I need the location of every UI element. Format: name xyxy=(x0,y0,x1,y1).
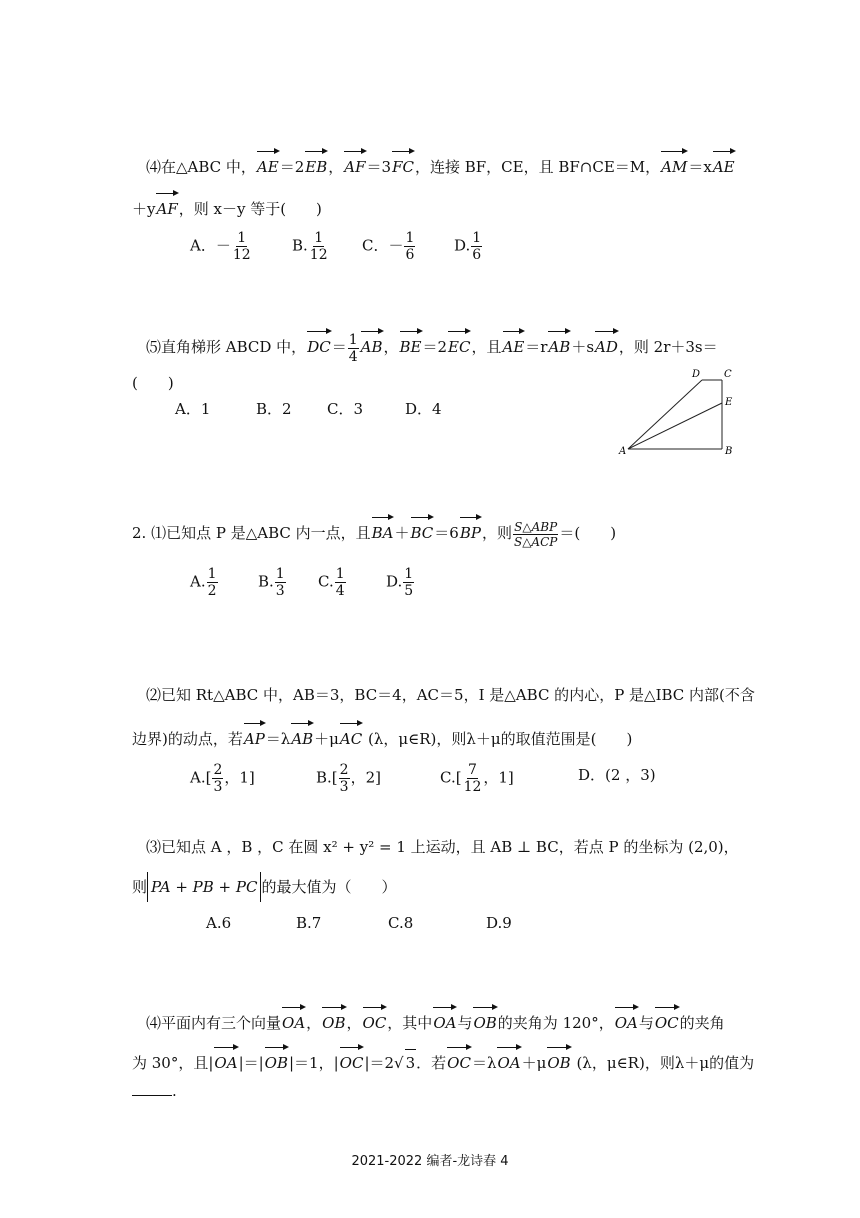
fraction: $\frac{1}{12}$ xyxy=(232,230,251,263)
trapezoid-figure xyxy=(614,362,744,462)
vector-oc: OC xyxy=(340,1044,364,1076)
q1-4-option-a: A．－ $\frac{1}{12}$ xyxy=(190,230,251,263)
vector-oc: OC xyxy=(655,1004,679,1036)
vector-ae: AE xyxy=(503,328,525,360)
q2-2-line1: ⑵已知 Rt△ABC 中，AB＝3，BC＝4，AC＝5，I 是△ABC 的内心，P 是△IBC 内部(不含 xyxy=(146,686,755,704)
q1-4-line2: ＋yAF，则 x－y 等于( ) xyxy=(132,190,322,222)
vector-ob: OB xyxy=(322,1004,345,1036)
vector-ob: OB xyxy=(473,1004,496,1036)
q1-5-option-b: B．2 xyxy=(256,400,292,418)
vector-ap: AP xyxy=(244,720,265,752)
label-c: C xyxy=(724,369,732,380)
fraction: $\frac{1}{4}$ xyxy=(335,566,345,599)
q1-4-option-d: D. $\frac{1}{6}$ xyxy=(454,230,482,263)
abs-sum: PA + PB + PC xyxy=(147,872,261,902)
q1-5-option-d: D．4 xyxy=(405,400,442,418)
vector-oa: OA xyxy=(214,1044,237,1076)
vector-bc: BC xyxy=(411,514,434,546)
vector-af: AF xyxy=(156,190,177,222)
q2-3-line2: 则 PA + PB + PC 的最大值为（ ） xyxy=(132,872,396,902)
vector-oc: OC xyxy=(447,1044,471,1076)
fraction: $\frac{1}{6}$ xyxy=(472,230,482,263)
q2-4-line2: 为 30°，且|OA|＝|OB|＝1，|OC|＝2√ 3．若OC＝λOA＋μOB (λ，μ∈R)，则λ＋μ的值为 xyxy=(132,1044,754,1076)
vector-af: AF xyxy=(344,148,365,180)
q1-4-line1: ⑷在△ABC 中，AE＝2EB，AF＝3FC，连接 BF，CE，且 BF∩CE＝M，AM＝xAE xyxy=(146,148,736,180)
q2-3-option-d: D.9 xyxy=(486,914,512,932)
q1-5-option-c: C．3 xyxy=(327,400,364,418)
label-a: A xyxy=(619,446,627,457)
fraction: $\frac{2}{3}$ xyxy=(213,762,223,795)
fraction: $\frac{1}{12}$ xyxy=(309,230,328,263)
answer-blank[interactable] xyxy=(132,1095,172,1096)
q2-4-line3: . xyxy=(132,1078,177,1104)
q2-1-option-b: B. $\frac{1}{3}$ xyxy=(258,566,285,599)
q2-4-line1: ⑷平面内有三个向量OA，OB，OC，其中OA与OB的夹角为 120°，OA与OC的夹角 xyxy=(146,1004,725,1036)
vector-oc: OC xyxy=(363,1004,387,1036)
fraction: $\frac{1}{2}$ xyxy=(207,566,217,599)
q1-5-option-a: A．1 xyxy=(175,400,211,418)
q2-1-line1: 2. ⑴已知点 P 是△ABC 内一点，且BA＋BC＝6BP，则 $\frac{\text{S△ABP}}{\text{S△ACP}}$ ＝( ) xyxy=(132,514,616,549)
fraction: $\frac{7}{12}$ xyxy=(463,762,482,795)
q1-4-option-b: B. $\frac{1}{12}$ xyxy=(292,230,328,263)
q2-1-option-c: C. $\frac{1}{4}$ xyxy=(318,566,345,599)
q2-1-option-d: D. $\frac{1}{5}$ xyxy=(386,566,414,599)
q1-5-line2: ( ) xyxy=(132,374,174,392)
vector-eb: EB xyxy=(305,148,327,180)
q2-2-option-b: B.[ $\frac{2}{3}$ ，2] xyxy=(316,762,381,795)
vector-ac: AC xyxy=(340,720,362,752)
label-b: B xyxy=(725,446,733,457)
vector-ob: OB xyxy=(547,1044,570,1076)
fraction: $\frac{1}{5}$ xyxy=(404,566,414,599)
fraction: $\frac{1}{4}$ xyxy=(348,331,358,365)
fraction: $\frac{1}{3}$ xyxy=(275,566,285,599)
vector-ab: AB xyxy=(361,328,383,360)
vector-oa: OA xyxy=(615,1004,638,1036)
q2-2-line2: 边界)的动点，若AP＝λAB＋μAC (λ，μ∈R)，则λ＋μ的取值范围是( ) xyxy=(132,720,632,752)
vector-oa: OA xyxy=(497,1044,520,1076)
q2-2-option-a: A.[ $\frac{2}{3}$ ，1] xyxy=(190,762,255,795)
fraction: $\frac{1}{6}$ xyxy=(405,230,415,263)
q1-4-option-c: C．－ $\frac{1}{6}$ xyxy=(362,230,415,263)
vector-ec: EC xyxy=(448,328,470,360)
label-d: D xyxy=(692,369,701,380)
edge-da xyxy=(628,380,702,449)
vector-ba: BA xyxy=(372,514,394,546)
vector-oa: OA xyxy=(282,1004,305,1036)
vector-ae: AE xyxy=(257,148,279,180)
page-footer: 2021-2022 编者-龙诗春 4 xyxy=(351,1154,509,1169)
q2-3-line1: ⑶已知点 A ，B ，C 在圆 x² + y² = 1 上运动，且 AB ⊥ BC，若点 P 的坐标为 (2,0)， xyxy=(146,838,739,856)
q2-1-option-a: A. $\frac{1}{2}$ xyxy=(190,566,217,599)
vector-ab: AB xyxy=(548,328,570,360)
vector-dc: DC xyxy=(307,328,331,360)
vector-bp: BP xyxy=(460,514,481,546)
vector-ad: AD xyxy=(595,328,618,360)
vector-ae: AE xyxy=(713,148,735,180)
label-e: E xyxy=(725,397,733,408)
q1-5-line1: ⑸直角梯形 ABCD 中，DC＝ $\frac{1}{4}$ AB，BE＝2EC，且AE＝rAB＋sAD，则 2r＋3s＝ xyxy=(146,328,718,365)
vector-fc: FC xyxy=(392,148,414,180)
vector-ab: AB xyxy=(291,720,313,752)
vector-ob: OB xyxy=(265,1044,288,1076)
segment-ae xyxy=(628,403,722,449)
vector-be: BE xyxy=(400,328,422,360)
fraction: $\frac{2}{3}$ xyxy=(339,762,349,795)
q2-3-option-a: A.6 xyxy=(206,914,232,932)
q2-2-option-c: C.[ $\frac{7}{12}$ ，1] xyxy=(440,762,514,795)
q2-3-option-c: C.8 xyxy=(388,914,414,932)
vector-oa: OA xyxy=(433,1004,456,1036)
q2-3-option-b: B.7 xyxy=(296,914,322,932)
vector-am: AM xyxy=(661,148,687,180)
q2-2-option-d: D．(2 ，3) xyxy=(578,766,656,784)
fraction: $\frac{\text{S△ABP}}{\text{S△ACP}}$ xyxy=(513,519,558,549)
